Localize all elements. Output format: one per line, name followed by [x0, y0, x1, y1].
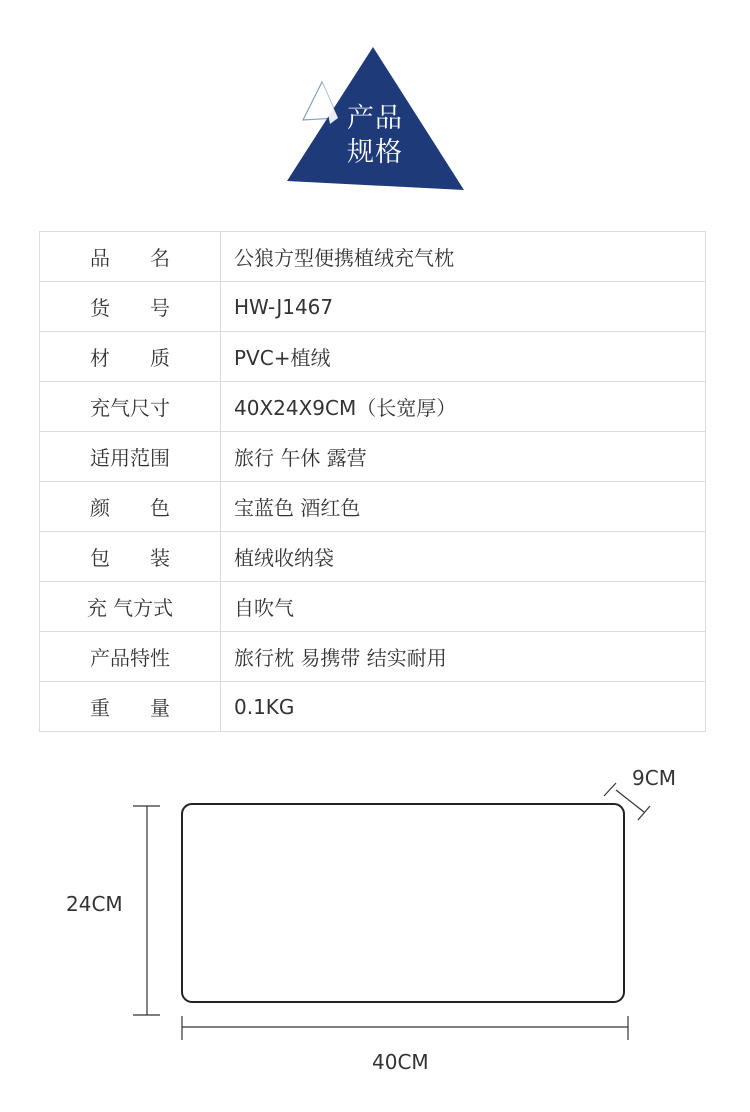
spec-label: 适用范围	[40, 432, 221, 482]
spec-row	[40, 632, 706, 682]
spec-row	[40, 682, 706, 732]
spec-row	[40, 332, 706, 382]
spec-row	[40, 532, 706, 582]
height-label: 24CM	[66, 892, 123, 916]
spec-value: PVC+植绒	[221, 332, 706, 382]
spec-label: 货 号	[40, 282, 221, 332]
badge-title-line1: 产品	[347, 103, 403, 134]
spec-value: 宝蓝色 酒红色	[221, 482, 706, 532]
depth-label: 9CM	[632, 766, 676, 790]
spec-value: 0.1KG	[221, 682, 706, 732]
width-label: 40CM	[372, 1050, 429, 1074]
spec-value: HW-J1467	[221, 282, 706, 332]
spec-header	[0, 0, 750, 220]
spec-label: 品 名	[40, 232, 221, 282]
spec-label: 包 装	[40, 532, 221, 582]
spec-label: 产品特性	[40, 632, 221, 682]
spec-value: 旅行 午休 露营	[221, 432, 706, 482]
spec-label: 重 量	[40, 682, 221, 732]
spec-row	[40, 582, 706, 632]
spec-value: 公狼方型便携植绒充气枕	[221, 232, 706, 282]
spec-label: 颜 色	[40, 482, 221, 532]
spec-row	[40, 282, 706, 332]
spec-value: 40X24X9CM（长宽厚）	[221, 382, 706, 432]
spec-value: 自吹气	[221, 582, 706, 632]
spec-table	[39, 231, 706, 732]
badge-title-line2: 规格	[347, 137, 403, 168]
spec-row	[40, 432, 706, 482]
spec-row	[40, 482, 706, 532]
spec-label: 材 质	[40, 332, 221, 382]
spec-label: 充气尺寸	[40, 382, 221, 432]
spec-row	[40, 232, 706, 282]
dimension-diagram	[0, 740, 750, 1108]
spec-value: 植绒收纳袋	[221, 532, 706, 582]
spec-row	[40, 382, 706, 432]
spec-label: 充 气方式	[40, 582, 221, 632]
spec-value: 旅行枕 易携带 结实耐用	[221, 632, 706, 682]
